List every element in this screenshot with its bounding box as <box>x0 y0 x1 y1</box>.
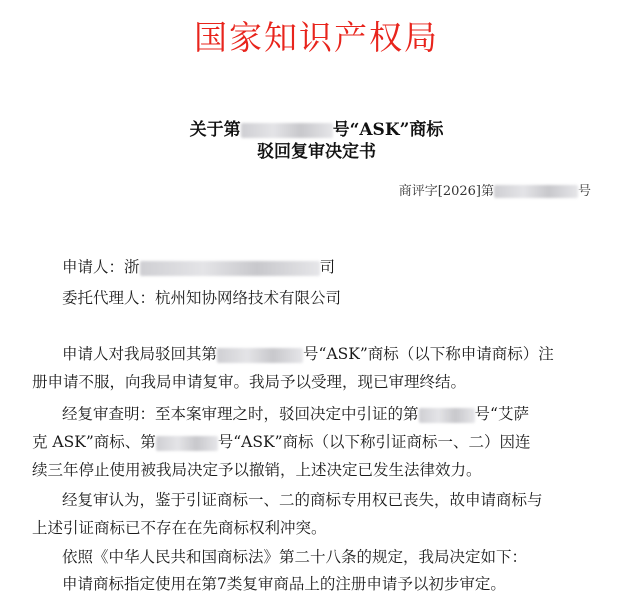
document-title-line-2: 驳回复审决定书 <box>257 142 376 162</box>
redacted-cited-number-1 <box>419 408 475 423</box>
paragraph-1-line-1 <box>62 342 554 364</box>
redacted-cited-number-2 <box>156 436 218 451</box>
p1-text-a: 申请人对我局驳回其第 <box>62 345 218 363</box>
paragraph-3-line-1: 经复审认为，鉴于引证商标一、二的商标专用权已丧失，故申请商标与 <box>62 491 543 509</box>
paragraph-4: 依照《中华人民共和国商标法》第二十八条的规定，我局决定如下： <box>62 548 528 566</box>
title-prefix: 关于第 <box>189 120 241 140</box>
paragraph-2-line-2 <box>32 430 531 452</box>
p2-text-a: 经复审查明：至本案审理之时，驳回决定中引证的第 <box>62 405 419 423</box>
agent-line: 委托代理人：杭州知协网络技术有限公司 <box>62 289 342 307</box>
p1-text-b: 号“ASK”商标（以下称申请商标）注 <box>303 345 554 363</box>
p2-text-b: 号“艾萨 <box>474 405 529 423</box>
paragraph-2-line-1 <box>62 402 529 424</box>
redacted-number <box>241 123 333 138</box>
paragraph-5: 申请商标指定使用在第7类复审商品上的注册申请予以初步审定。 <box>62 575 506 593</box>
paragraph-2-line-3: 续三年停止使用被我局决定予以撤销，上述决定已发生法律效力。 <box>32 461 482 479</box>
paragraph-3-line-2: 上述引证商标已不存在在先商标权利冲突。 <box>32 519 327 537</box>
applicant-tail: 司 <box>319 258 336 276</box>
reference-number <box>399 180 591 199</box>
redacted-ref-number <box>494 185 578 198</box>
ref-prefix: 商评字[2026]第 <box>398 184 494 199</box>
agency-title: 国家知识产权局 <box>194 18 439 57</box>
title-suffix: 号“ASK”商标 <box>332 120 444 140</box>
p2-text-c: 克 ASK”商标、第 <box>32 433 156 451</box>
paragraph-1-line-2: 册申请不服，向我局申请复审。我局予以受理，现已审理终结。 <box>32 373 467 391</box>
ref-suffix: 号 <box>577 184 591 199</box>
redacted-applicant-name <box>140 261 320 276</box>
applicant-line <box>62 255 335 277</box>
applicant-label: 申请人：浙 <box>62 258 140 276</box>
p2-text-d: 号“ASK”商标（以下称引证商标一、二）因连 <box>217 433 531 451</box>
redacted-application-number <box>217 348 303 363</box>
